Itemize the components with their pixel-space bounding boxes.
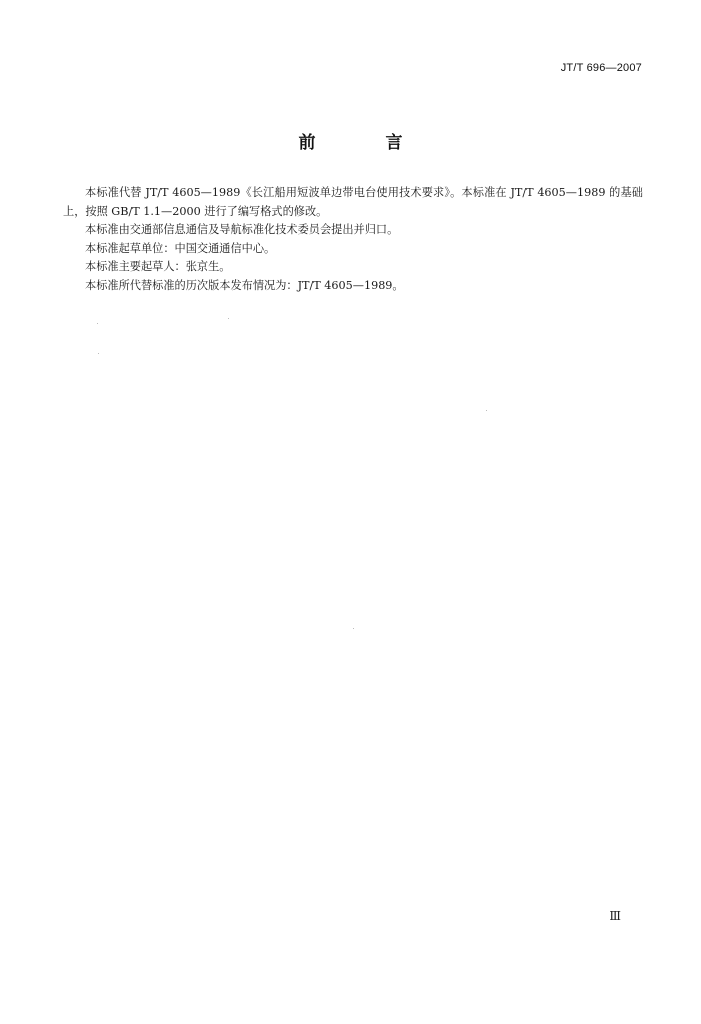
page-number: Ⅲ — [609, 909, 621, 923]
scan-speck — [486, 410, 487, 411]
scan-speck — [98, 353, 99, 354]
scan-speck — [353, 628, 354, 629]
paragraph-proposer: 本标准由交通部信息通信及导航标准化技术委员会提出并归口。 — [85, 223, 399, 237]
scan-speck — [228, 318, 229, 319]
page-title: 前 言 — [298, 133, 435, 153]
preface-body — [63, 184, 643, 296]
standard-code: JT/T 696—2007 — [560, 62, 642, 74]
paragraph-version-history: 本标准所代替标准的历次版本发布情况为：JT/T 4605—1989。 — [85, 278, 404, 292]
scan-speck — [97, 323, 98, 324]
paragraph-replacement-note: 本标准代替 JT/T 4605—1989《长江船用短波单边带电台使用技术要求》。本标准在 JT/T 4605—1989 的基础上，按照 GB/T 1.1—2000 进行了编写格式的修改。 — [63, 186, 643, 218]
paragraph-main-drafter: 本标准主要起草人：张京生。 — [85, 260, 231, 274]
paragraph-drafting-unit: 本标准起草单位：中国交通通信中心。 — [85, 241, 276, 255]
